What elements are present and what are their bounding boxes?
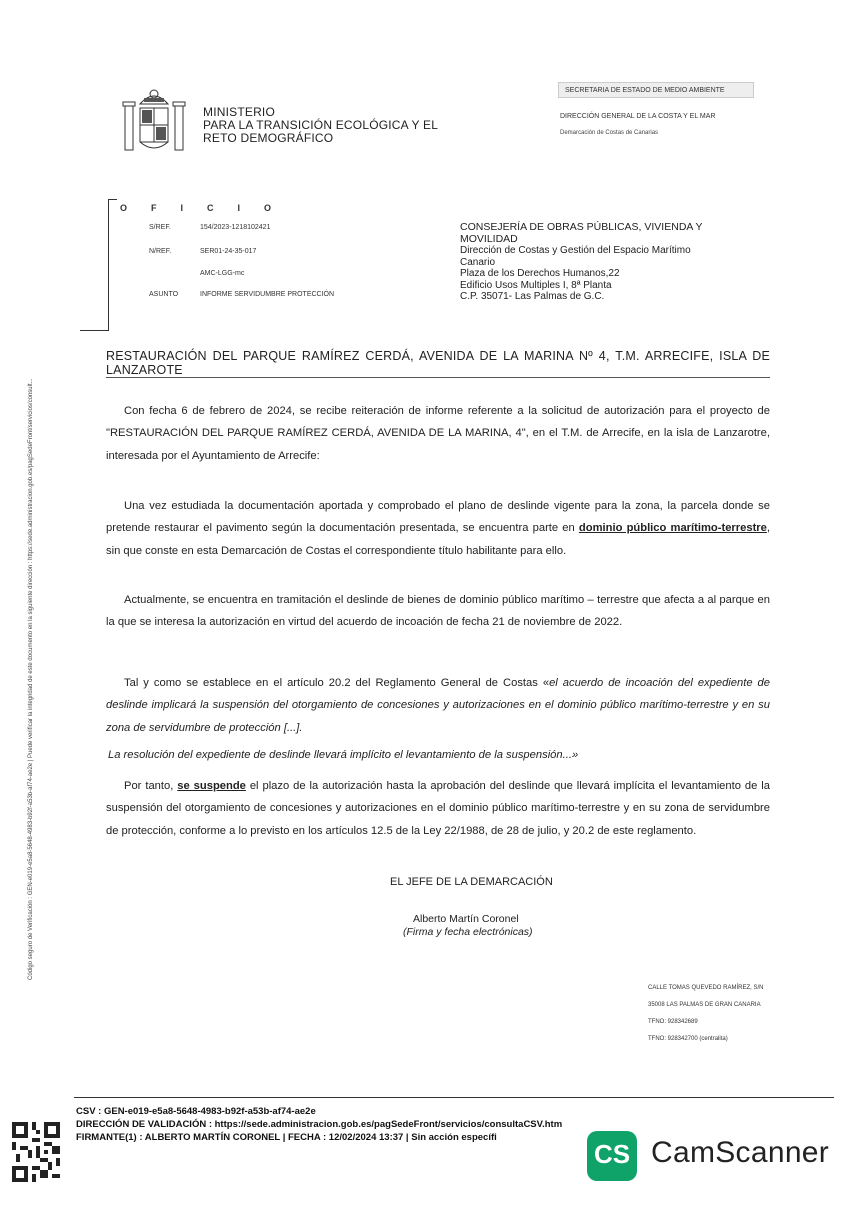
recipient-line: C.P. 35071- Las Palmas de G.C.	[460, 291, 605, 302]
secretaria-label: SECRETARIA DE ESTADO DE MEDIO AMBIENTE	[558, 82, 754, 98]
paragraph-6-text: Por tanto,	[124, 780, 178, 792]
oficio-bracket	[108, 199, 117, 331]
oficio-bracket-bottom	[80, 330, 109, 331]
coat-of-arms-icon	[120, 84, 188, 158]
vertical-verification-text: Código seguro de Verificación : GEN-e019-e5a8-5648-4983-b92f-a53b-af74-ae2e | Puede verificar la integridad de este documento en la siguiente dirección : https://sede.administracion.gob.es/pagSedeFront/servicios/consult...	[28, 378, 34, 980]
footer-divider	[74, 1097, 834, 1098]
signer-name: Alberto Martín Coronel	[413, 913, 519, 925]
nref-value-2: AMC-LGG-mc	[200, 270, 245, 277]
paragraph-2-text-end: , sin que conste en esta Demarcación de Costas el correspondiente título habilitante para ello.	[106, 522, 770, 557]
camscanner-watermark-text: CamScanner	[651, 1136, 830, 1169]
address-line: CALLE TOMAS QUEVEDO RAMÍREZ, S/N	[648, 985, 764, 991]
qr-code-icon	[12, 1122, 60, 1182]
address-line: TFNO: 928342689	[648, 1019, 698, 1025]
se-suspende-emphasis: se suspende	[177, 780, 246, 792]
paragraph-5: La resolución del expediente de deslinde llevará implícito el levantamiento de la suspensión...»	[108, 749, 579, 761]
recipient-line: Dirección de Costas y Gestión del Espacio Marítimo	[460, 245, 691, 256]
paragraph-3: Actualmente, se encuentra en tramitación el deslinde de bienes de dominio público marítimo – terrestre que afecta a al parque en la que se interesa la autorización en virtud del acuerdo de incoación de fecha 21 de noviembre de 2022.	[106, 594, 770, 629]
asunto-label: ASUNTO	[149, 291, 179, 298]
nref-value: SER01-24-35-017	[200, 248, 257, 255]
recipient-address	[460, 222, 760, 303]
ministry-line: RETO DEMOGRÁFICO	[203, 131, 334, 145]
dominio-publico-emphasis: dominio público marítimo-terrestre	[578, 522, 767, 535]
direccion-general-label: DIRECCIÓN GENERAL DE LA COSTA Y EL MAR	[560, 113, 716, 120]
subject-divider	[106, 377, 770, 378]
sref-value: 154/2023-1218102421	[200, 224, 271, 231]
paragraph-6-text-end: el plazo de la autorización hasta la aprobación del deslinde que llevará implícita el levantamiento de la suspensión del otorgamiento de concesiones y autorizaciones en el dominio público marítimo-terrestre y en su zona de servidumbre de protección, conforme a lo previsto en los artículos 12.5 de la Ley 22/1988, de 28 de julio, y 20.2 de este reglamento.	[106, 780, 770, 837]
recipient-line: Edificio Usos Multiples I, 8ª Planta	[460, 279, 612, 291]
nref-label: N/REF.	[149, 248, 172, 255]
office-address	[648, 980, 763, 1048]
paragraph-1: Con fecha 6 de febrero de 2024, se recibe reiteración de informe referente a la solicitud de autorización para el proyecto de "RESTAURACIÓN DEL PARQUE RAMÍREZ CERDÁ, AVENIDA DE LA MARINA, 4", en el T.M. de Arrecife, en la isla de Lanzarotre, interesada por el Ayuntamiento de Arrecife:	[106, 405, 770, 462]
paragraph-4-quote: el acuerdo de incoación del expediente de deslinde implicará la suspensión del otorgamiento de concesiones y autorizaciones en el dominio público marítimo-terrestre y en su zona de servidumbre de protección [...].	[106, 677, 771, 734]
subject-heading: RESTAURACIÓN DEL PARQUE RAMÍREZ CERDÁ, AVENIDA DE LA MARINA Nº 4, T.M. ARRECIFE, ISLA DE LANZAROTE	[106, 349, 770, 377]
address-line: 35008 LAS PALMAS DE GRAN CANARIA	[648, 1002, 761, 1008]
signer-note: (Firma y fecha electrónicas)	[403, 926, 533, 938]
ministry-line: MINISTERIO	[203, 105, 276, 119]
signature-title: EL JEFE DE LA DEMARCACIÓN	[390, 876, 553, 888]
paragraph-4-text: Tal y como se establece en el artículo 20.2 del Reglamento General de Costas «	[124, 677, 550, 689]
paragraph-4	[106, 672, 770, 739]
recipient-line: CONSEJERÍA DE OBRAS PÚBLICAS, VIVIENDA Y	[460, 221, 703, 233]
ministry-line: PARA LA TRANSICIÓN ECOLÓGICA Y EL	[203, 118, 439, 132]
firmante-line: FIRMANTE(1) : ALBERTO MARTÍN CORONEL | FECHA : 12/02/2024 13:37 | Sin acción específi	[76, 1132, 497, 1143]
footer-validation	[76, 1105, 562, 1144]
paragraph-2-text: Una vez estudiada la documentación aportada y comprobado el plano de deslinde vigente para la zona, la parcela donde se pretende restaurar el pavimento según la documentación presentada, se encuentra parte en	[106, 500, 770, 535]
csv-code: CSV : GEN-e019-e5a8-5648-4983-b92f-a53b-af74-ae2e	[76, 1106, 316, 1117]
ministry-name	[203, 106, 438, 145]
address-line: TFNO: 928342700 (centralita)	[648, 1036, 728, 1042]
demarcacion-label: Demarcación de Costas de Canarias	[560, 130, 659, 136]
paragraph-6	[106, 775, 770, 842]
validation-url[interactable]: DIRECCIÓN DE VALIDACIÓN : https://sede.administracion.gob.es/pagSedeFront/servicios/consultaCSV.htm	[76, 1119, 563, 1130]
asunto-value: INFORME SERVIDUMBRE PROTECCIÓN	[200, 291, 335, 298]
recipient-line: MOVILIDAD	[460, 232, 518, 245]
recipient-line: Canario	[460, 256, 496, 268]
sref-label: S/REF.	[149, 224, 171, 231]
paragraph-2	[106, 495, 770, 562]
camscanner-logo-icon: CS	[587, 1131, 637, 1181]
oficio-title: OFICIO	[120, 203, 295, 213]
recipient-line: Plaza de los Derechos Humanos,22	[460, 268, 620, 279]
